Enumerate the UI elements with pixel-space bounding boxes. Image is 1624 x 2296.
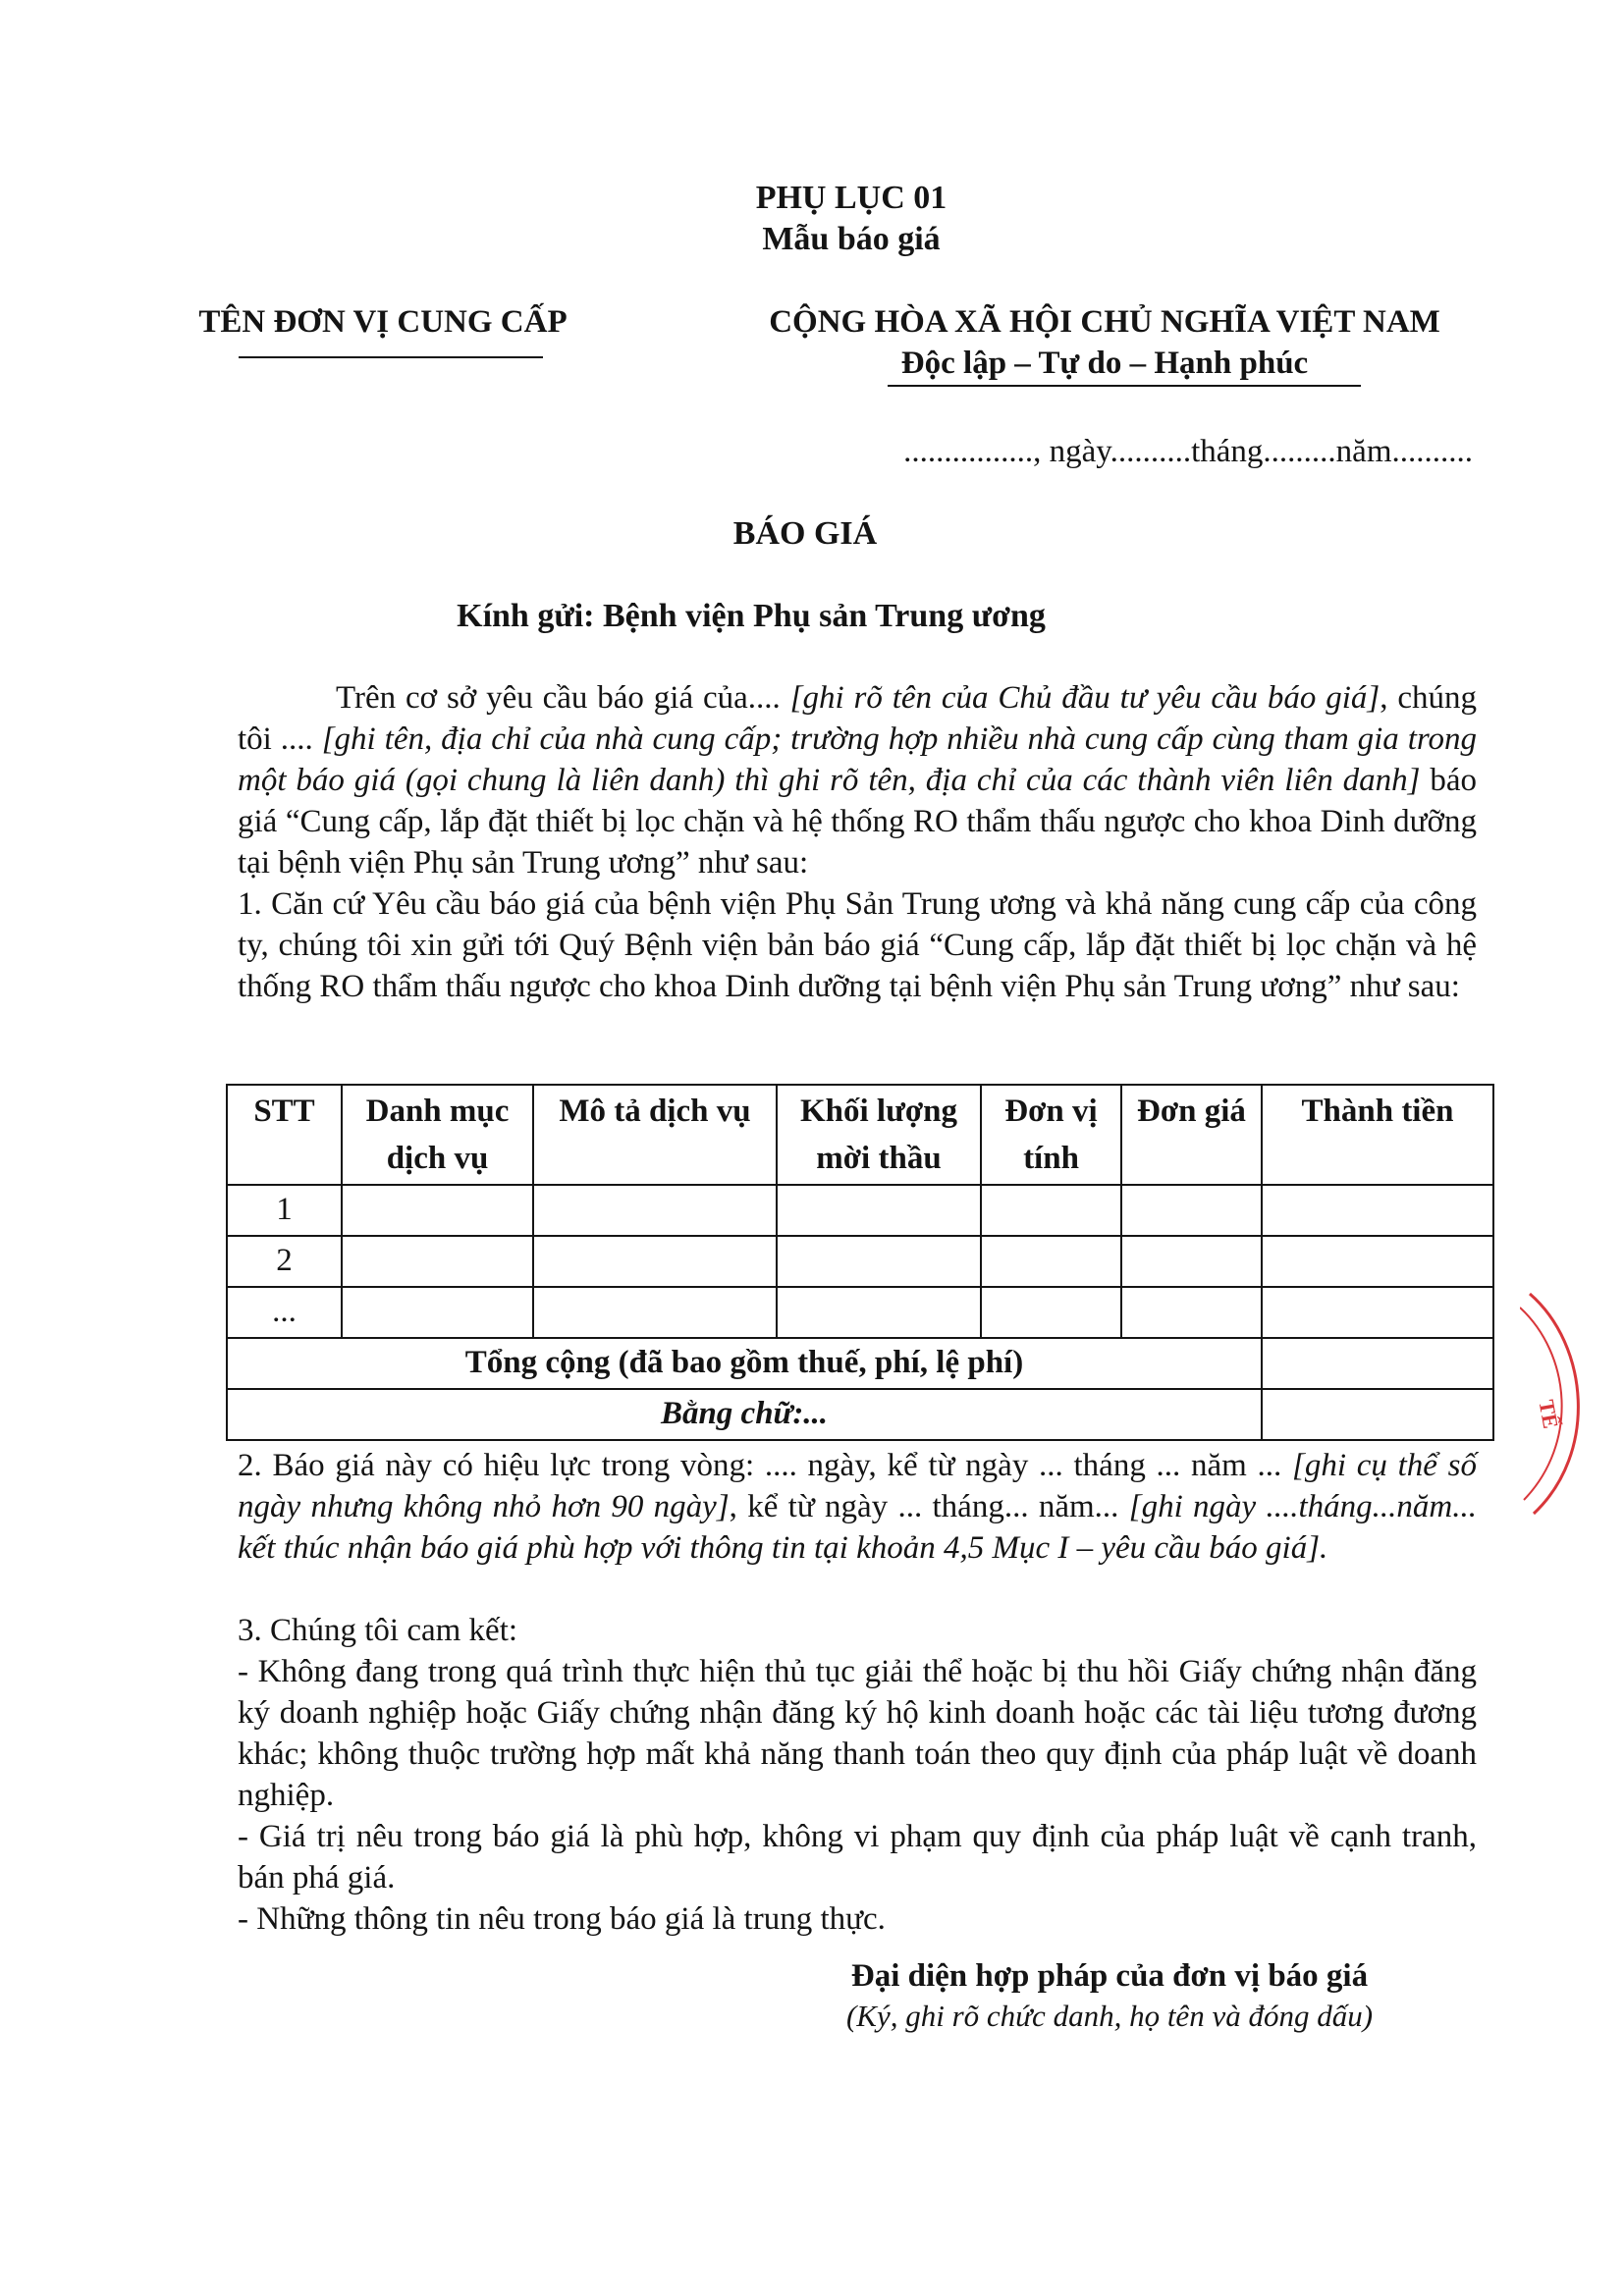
signature-note: (Ký, ghi rõ chức danh, họ tên và đóng dấu) [845, 1999, 1374, 2033]
table-cell [342, 1185, 533, 1236]
amount-in-words-row [227, 1389, 1493, 1440]
quote-table [226, 1084, 1494, 1441]
appendix-title: PHỤ LỤC 01 [755, 180, 947, 216]
national-title: CỘNG HÒA XÃ HỘI CHỦ NGHĨA VIỆT NAM [769, 304, 1440, 340]
commitment-item: - Những thông tin nêu trong báo giá là trung thực. [238, 1901, 886, 1937]
table-cell [1121, 1236, 1262, 1287]
supplier-underline [239, 356, 543, 358]
header-service-category: Danh mục dịch vụ [342, 1085, 533, 1185]
table-cell [342, 1287, 533, 1338]
table-cell [1262, 1236, 1493, 1287]
table-cell [981, 1287, 1121, 1338]
header-unit: Đơn vị tính [981, 1085, 1121, 1185]
row-stt: 1 [227, 1185, 342, 1236]
header-amount: Thành tiền [1262, 1085, 1493, 1185]
seal-stamp-fragment [1520, 1286, 1598, 1522]
table-cell [1262, 1287, 1493, 1338]
total-label: Tổng cộng (đã bao gồm thuế, phí, lệ phí) [227, 1338, 1262, 1389]
intro-paragraph [238, 677, 1477, 883]
stamp-text: TẾ [1534, 1397, 1564, 1431]
amount-in-words-cell [1262, 1389, 1493, 1440]
intro-text-3: báo giá “Cung cấp, lắp đặt thiết bị lọc chặn và hệ thống RO thẩm thấu ngược cho khoa Dinh dưỡng tại bệnh viện Phụ sản Trung ương” như sau: [238, 763, 1477, 881]
intro-text-1: Trên cơ sở yêu cầu báo giá của.... [336, 680, 790, 716]
table-cell [981, 1236, 1121, 1287]
header-stt: STT [227, 1085, 342, 1185]
table-cell [1262, 1185, 1493, 1236]
section-3 [238, 1610, 1477, 1940]
commitment-item: - Giá trị nêu trong báo giá là phù hợp, không vi phạm quy định của pháp luật về cạnh tranh, bán phá giá. [238, 1819, 1477, 1896]
national-motto: Độc lập – Tự do – Hạnh phúc [900, 346, 1309, 381]
header-service-description: Mô tả dịch vụ [533, 1085, 777, 1185]
appendix-subtitle: Mẫu báo giá [762, 221, 941, 257]
section-2-placeholder-1: [ghi cụ thể số ngày nhưng không nhỏ hơn 90 ngày] [238, 1448, 1477, 1524]
supplier-name: TÊN ĐƠN VỊ CUNG CẤP [198, 304, 568, 340]
section-2-paragraph [238, 1445, 1477, 1569]
table-row [227, 1287, 1493, 1338]
intro-text-2: , chúng tôi .... [238, 680, 1477, 757]
intro-placeholder-2: [ghi tên, địa chỉ của nhà cung cấp; trường hợp nhiều nhà cung cấp cùng tham gia trong một báo giá (gọi chung là liên danh) thì ghi rõ tên, địa chỉ của các thành viên liên danh] [238, 721, 1477, 798]
table-cell [342, 1236, 533, 1287]
table-cell [1121, 1185, 1262, 1236]
section-2-placeholder-2: [ghi ngày ....tháng...năm... kết thúc nhận báo giá phù hợp với thông tin tại khoản 4,5 Mục I – yêu cầu báo giá]. [238, 1489, 1477, 1566]
table-header-row [227, 1085, 1493, 1185]
table-cell [533, 1185, 777, 1236]
table-cell [1121, 1287, 1262, 1338]
total-amount-cell [1262, 1338, 1493, 1389]
table-cell [981, 1185, 1121, 1236]
commitment-item: - Không đang trong quá trình thực hiện thủ tục giải thể hoặc bị thu hồi Giấy chứng nhận đăng ký doanh nghiệp hoặc Giấy chứng nhận đăng ký hộ kinh doanh hoặc các tài liệu tương đương khác; không thuộc trường hợp mất khả năng thanh toán theo quy định của pháp luật về doanh nghiệp. [238, 1654, 1477, 1813]
table-cell [533, 1236, 777, 1287]
section-1-paragraph: 1. Căn cứ Yêu cầu báo giá của bệnh viện Phụ Sản Trung ương và khả năng cung cấp của công ty, chúng tôi xin gửi tới Quý Bệnh viện bản báo giá “Cung cấp, lắp đặt thiết bị lọc chặn và hệ thống RO thẩm thấu ngược cho khoa Dinh dưỡng tại bệnh viện Phụ sản Trung ương” như sau: [238, 886, 1477, 1004]
recipient-line: Kính gửi: Bệnh viện Phụ sản Trung ương [457, 598, 1046, 634]
table-cell [533, 1287, 777, 1338]
document-title: BÁO GIÁ [732, 515, 878, 552]
motto-underline [888, 385, 1361, 387]
total-row [227, 1338, 1493, 1389]
table-row [227, 1185, 1493, 1236]
section-2-text-2: , kể từ ngày ... tháng... năm... [729, 1489, 1129, 1524]
row-stt: 2 [227, 1236, 342, 1287]
date-line: ................, ngày..........tháng.........năm.......... [903, 434, 1473, 469]
table-cell [777, 1236, 981, 1287]
amount-in-words-label: Bằng chữ:... [227, 1389, 1262, 1440]
signature-title: Đại diện hợp pháp của đơn vị báo giá [850, 1958, 1369, 1994]
header-quantity: Khối lượng mời thầu [777, 1085, 981, 1185]
section-3-heading: 3. Chúng tôi cam kết: [238, 1613, 518, 1648]
intro-placeholder-1: [ghi rõ tên của Chủ đầu tư yêu cầu báo giá] [789, 680, 1380, 716]
row-stt: ... [227, 1287, 342, 1338]
table-cell [777, 1287, 981, 1338]
header-unit-price: Đơn giá [1121, 1085, 1262, 1185]
table-cell [777, 1185, 981, 1236]
section-2-text-1: 2. Báo giá này có hiệu lực trong vòng: .... ngày, kể từ ngày ... tháng ... năm ... [238, 1448, 1293, 1483]
table-row [227, 1236, 1493, 1287]
